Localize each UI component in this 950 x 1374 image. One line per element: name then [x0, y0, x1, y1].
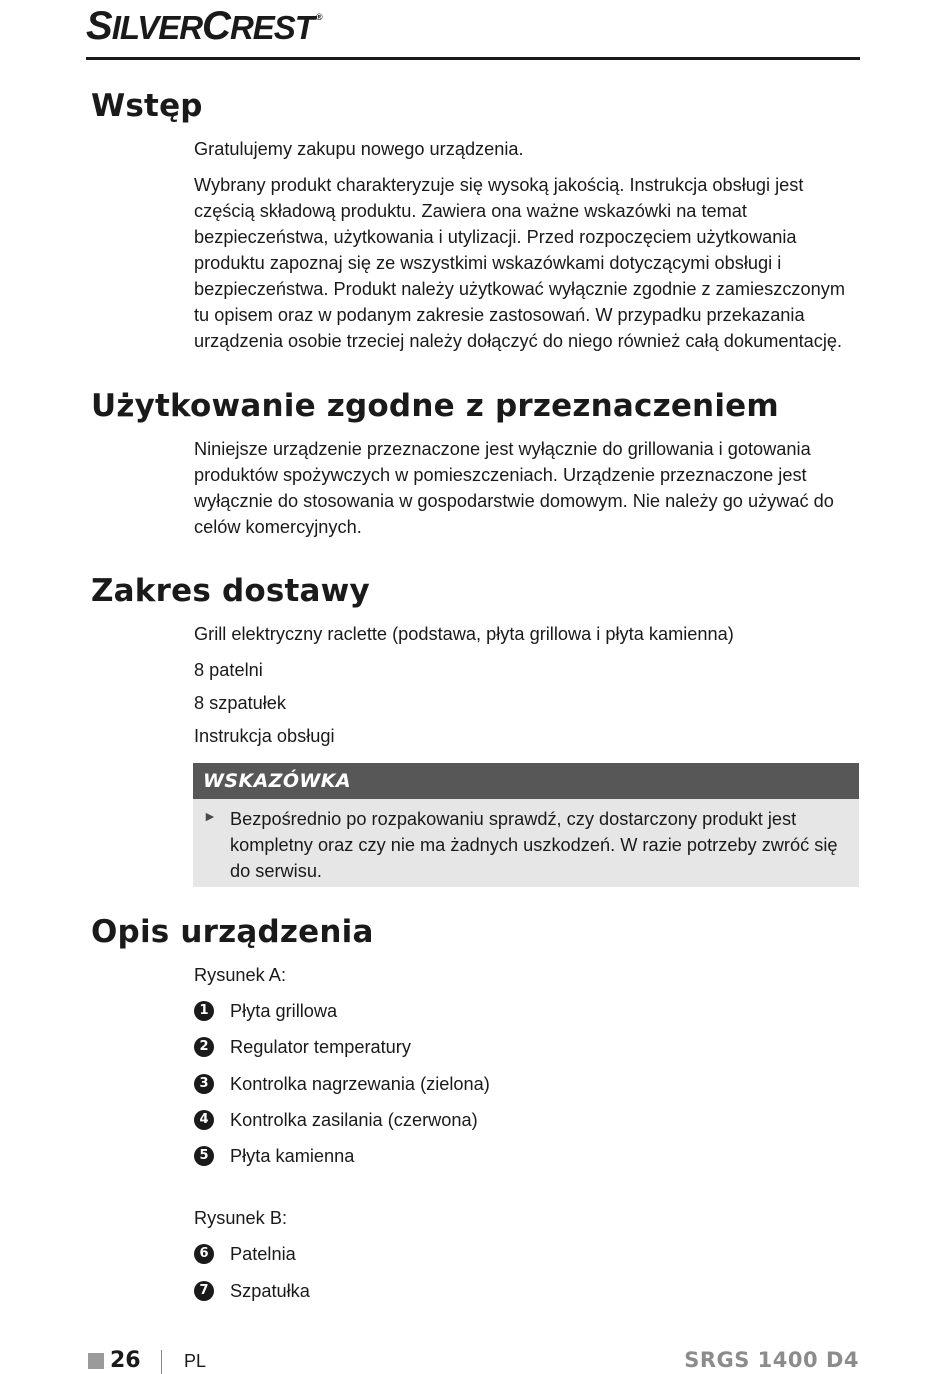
number-badge-icon: 1	[194, 1001, 214, 1021]
delivery-item: Grill elektryczny raclette (podstawa, płyta grillowa i płyta kamienna)	[194, 624, 734, 644]
header-rule	[86, 57, 860, 60]
logo-letter: S	[86, 4, 112, 48]
figure-b-label: Rysunek B:	[194, 1208, 287, 1228]
section-title-intended-use: Użytkowanie zgodne z przeznaczeniem	[91, 388, 779, 424]
figure-a-label: Rysunek A:	[194, 965, 286, 985]
page-marker-icon	[88, 1353, 104, 1369]
part-label: Płyta grillowa	[230, 1001, 338, 1021]
page-number: 26	[110, 1348, 141, 1373]
note-header	[193, 763, 859, 799]
number-badge-icon: 6	[194, 1244, 214, 1264]
part-label: Szpatułka	[230, 1281, 310, 1301]
intro-paragraph-2: Wybrany produkt charakteryzuje się wysoką jakością. Instrukcja obsługi jest częścią składową produktu. Zawiera ona ważne wskazówki na temat bezpieczeństwa, użytkowania i utylizacji. Przed rozpoczęciem użytkowania produktu zapoznaj się ze wszystkimi wskazówkami dotyczącymi obsługi i bezpieczeństwa. Produkt należy użytkować wyłącznie zgodnie z zamieszczonym tu opisem oraz w podanym zakresie zastosowań. W przypadku przekazania urządzenia osobie trzeciej należy dołączyć do niego również całą dokumentację.	[194, 175, 846, 351]
note-body	[193, 799, 859, 887]
number-badge-icon: 4	[194, 1110, 214, 1130]
brand-logo	[86, 4, 322, 49]
number-badge-icon: 2	[194, 1037, 214, 1057]
section-title-intro: Wstęp	[91, 88, 203, 124]
section-title-description: Opis urządzenia	[91, 914, 374, 950]
language-code: PL	[184, 1351, 207, 1371]
model-number: SRGS 1400 D4	[684, 1348, 859, 1372]
note-text: Bezpośrednio po rozpakowaniu sprawdź, czy dostarczony produkt jest kompletny oraz czy nie ma żadnych uszkodzeń. W razie potrzeby zwróć się do serwisu.	[230, 809, 838, 881]
number-badge-icon: 5	[194, 1146, 214, 1166]
arrow-right-icon: ►	[203, 808, 217, 824]
intended-use-paragraph: Niniejsze urządzenie przeznaczone jest wyłącznie do grillowania i gotowania produktów spożywczych w pomieszczeniach. Urządzenie przeznaczone jest wyłącznie do stosowania w gospodarstwie domowym. Nie należy go używać do celów komercyjnych.	[194, 439, 834, 537]
number-badge-icon: 3	[194, 1074, 214, 1094]
part-label: Kontrolka zasilania (czerwona)	[230, 1110, 478, 1130]
footer-divider	[161, 1350, 162, 1374]
logo-letter: C	[202, 4, 230, 48]
part-label: Regulator temperatury	[230, 1037, 411, 1057]
part-label: Patelnia	[230, 1244, 296, 1264]
delivery-item: Instrukcja obsługi	[194, 726, 335, 746]
delivery-item: 8 szpatułek	[194, 693, 287, 713]
part-label: Płyta kamienna	[230, 1146, 355, 1166]
section-title-delivery: Zakres dostawy	[91, 573, 370, 609]
delivery-item: 8 patelni	[194, 660, 263, 680]
note-title: WSKAZÓWKA	[203, 770, 351, 792]
part-label: Kontrolka nagrzewania (zielona)	[230, 1074, 490, 1094]
number-badge-icon: 7	[194, 1281, 214, 1301]
logo-text: ILVER	[111, 9, 203, 46]
intro-paragraph-1: Gratulujemy zakupu nowego urządzenia.	[194, 139, 524, 159]
logo-text: REST	[229, 9, 314, 46]
registered-mark: ®	[315, 12, 322, 22]
